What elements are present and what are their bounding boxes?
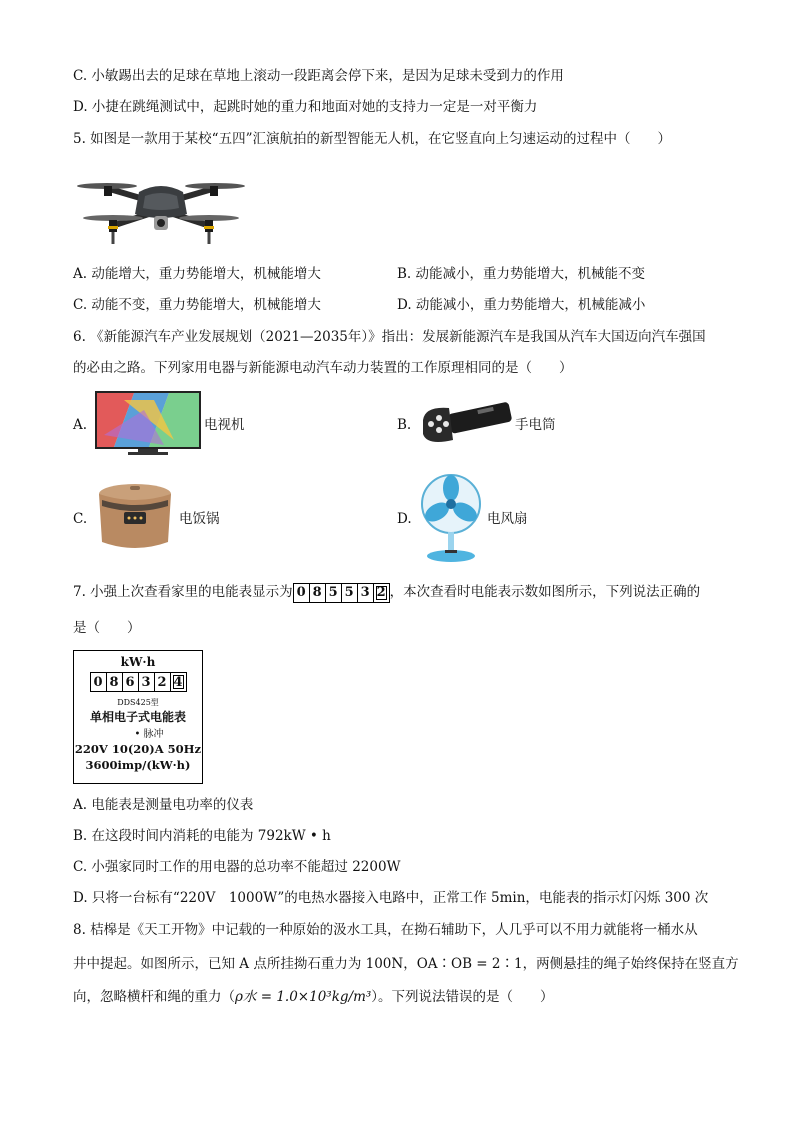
- q7-option-b: B. 在这段时间内消耗的电能为 792kW • h: [73, 828, 331, 844]
- drone-image: [73, 162, 249, 248]
- q6-option-d-letter: D.: [397, 511, 412, 527]
- q6-option-c-letter: C.: [73, 511, 88, 527]
- q6-option-a-label: 电视机: [204, 417, 245, 433]
- q6-option-c-label: 电饭锅: [179, 511, 220, 527]
- q4-option-d: D. 小捷在跳绳测试中，起跳时她的重力和地面对她的支持力一定是一对平衡力: [73, 99, 538, 115]
- q8-stem-line3-pre: 向，忽略横杆和绳的重力（: [73, 989, 235, 1005]
- digit: 8: [310, 584, 326, 602]
- q7-option-d: D. 只将一台标有“220V 1000W”的电热水器接入电路中，正常工作 5min，电能表的指示灯闪烁 300 次: [73, 890, 709, 906]
- digit-decimal: 2: [374, 584, 389, 602]
- q8-stem-line3: [73, 987, 554, 1007]
- flashlight-image: [419, 398, 515, 454]
- meter-spec-2: 3600imp/(kW·h): [85, 758, 191, 772]
- q4-option-c: C. 小敏踢出去的足球在草地上滚动一段距离会停下来，是因为足球未受到力的作用: [73, 68, 564, 84]
- meter-spec-1: 220V 10(20)A 50Hz: [74, 742, 202, 756]
- digit-decimal: 4: [171, 673, 186, 691]
- q6-option-b-letter: B.: [397, 417, 412, 433]
- q8-stem-line2: 井中提起。如图所示，已知 A 点所挂拗石重力为 100N，OA∶OB = 2∶1，两侧悬挂的绳子始终保持在竖直方: [73, 956, 739, 972]
- meter-digits: [90, 672, 187, 692]
- meter-model: DDS425型: [117, 698, 159, 707]
- digit: 0: [294, 584, 310, 602]
- digit: 5: [326, 584, 342, 602]
- previous-reading-digits: [293, 583, 390, 603]
- q5-option-c: C. 动能不变，重力势能增大，机械能增大: [73, 297, 321, 313]
- q6-option-d-label: 电风扇: [487, 511, 528, 527]
- electric-fan-image: [419, 472, 483, 564]
- rice-cooker-image: [94, 480, 176, 554]
- digit: 6: [123, 673, 139, 691]
- digit: 2: [155, 673, 171, 691]
- meter-pulse: • 脉冲: [134, 729, 164, 740]
- water-density: ρ水 = 1.0×10³kg/m³: [235, 989, 372, 1005]
- q6-option-b-label: 手电筒: [515, 417, 556, 433]
- q8-stem-line1: 8. 桔槔是《天工开物》中记载的一种原始的汲水工具，在拗石辅助下，人几乎可以不用力就能将一桶水从: [73, 922, 698, 938]
- q5-stem: 5. 如图是一款用于某校“五四”汇演航拍的新型智能无人机，在它竖直向上匀速运动的过程中（ ）: [73, 131, 671, 147]
- q8-stem-line3-post: ）。下列说法错误的是（ ）: [371, 989, 554, 1005]
- digit: 8: [107, 673, 123, 691]
- q5-option-d: D. 动能减小，重力势能增大，机械能减小: [397, 297, 646, 313]
- q7-stem-line2: 是（ ）: [73, 620, 141, 636]
- q7-option-c: C. 小强家同时工作的用电器的总功率不能超过 2200W: [73, 859, 401, 875]
- tv-image: [94, 390, 202, 458]
- q6-stem-line2: 的必由之路。下列家用电器与新能源电动汽车动力装置的工作原理相同的是（ ）: [73, 360, 573, 376]
- q7-stem-line1: [73, 581, 700, 603]
- digit: 5: [342, 584, 358, 602]
- meter-name: 单相电子式电能表: [89, 710, 186, 724]
- meter-unit: kW·h: [120, 655, 156, 669]
- digit: 0: [91, 673, 107, 691]
- q7-option-a: A. 电能表是测量电功率的仪表: [73, 797, 254, 813]
- electric-meter: [73, 650, 203, 784]
- q7-stem-pre: 7. 小强上次查看家里的电能表显示为: [73, 584, 293, 600]
- digit: 3: [358, 584, 374, 602]
- q6-option-a-letter: A.: [73, 417, 88, 433]
- q7-stem-post: ，本次查看时电能表示数如图所示，下列说法正确的: [389, 584, 701, 600]
- q6-stem-line1: 6. 《新能源汽车产业发展规划（2021—2035年）》指出：发展新能源汽车是我国从汽车大国迈向汽车强国: [73, 329, 706, 345]
- q5-option-a: A. 动能增大，重力势能增大，机械能增大: [73, 266, 321, 282]
- q5-option-b: B. 动能减小，重力势能增大，机械能不变: [397, 266, 646, 282]
- digit: 3: [139, 673, 155, 691]
